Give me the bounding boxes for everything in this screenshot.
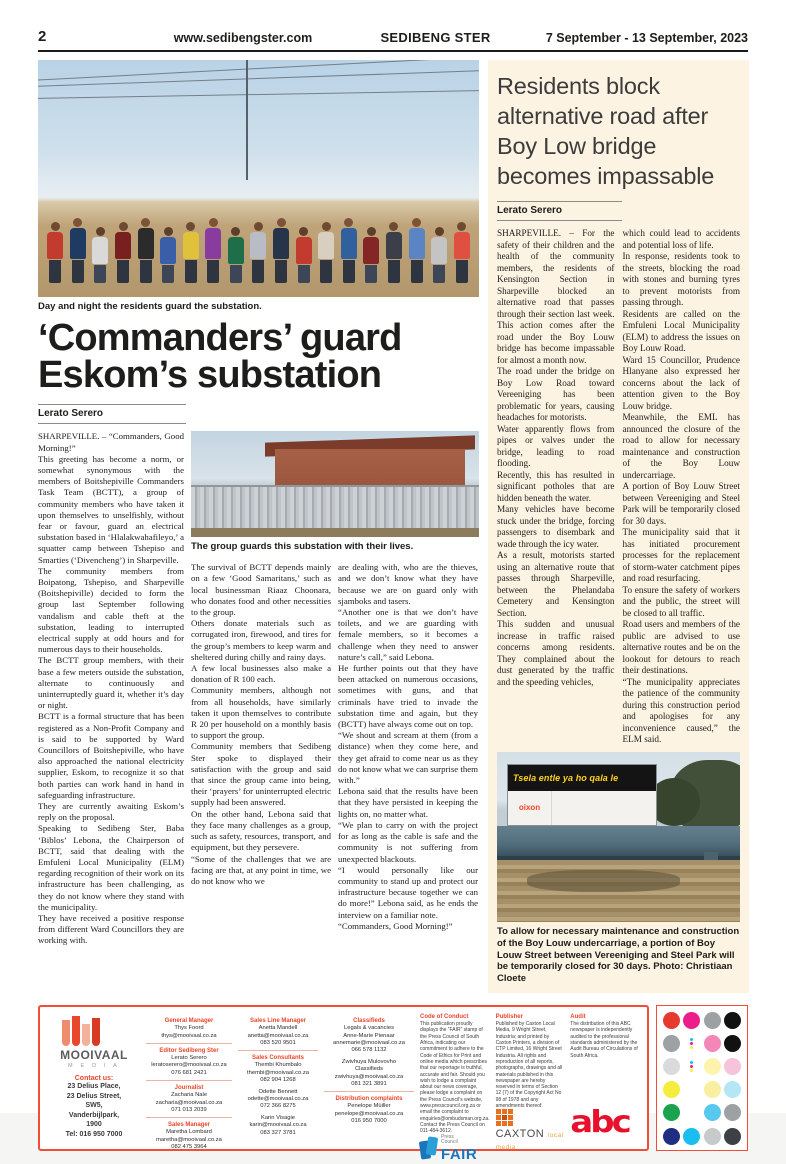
fair-book-icon (420, 1137, 438, 1161)
color-dot-cell (683, 1057, 702, 1077)
paragraph: Others donate materials such as corrugated iron, firewood, and tires for the group’s members to keep warm and sheltered during chilly and rainy days. (191, 618, 331, 662)
footer-line: 076 681 2421 (171, 1069, 207, 1076)
article-column-3 (338, 562, 478, 932)
color-calibration-grid (662, 1010, 742, 1146)
brand-subtitle: M E D I A (67, 1063, 121, 1070)
paragraph: Ward 15 Councillor, Prudence Hlanyane also expressed her concerns about the lack of attention given to the Boy Louw bridge. (622, 354, 740, 411)
color-dot-cell (683, 1033, 702, 1053)
color-dot-cell (703, 1033, 722, 1053)
color-dot-cell (724, 1010, 743, 1030)
footer-line: 083 327 3781 (260, 1129, 296, 1136)
legal-title: Publisher (495, 1014, 523, 1021)
footer-block (146, 1117, 232, 1151)
paragraph: On the other hand, Lebona said that they face many challenges as a group, such as safety, resources, transport, and equipment, but they persevere. (191, 808, 331, 853)
caxton-sub: local media (495, 1132, 564, 1152)
abc-logo: abc (570, 1104, 629, 1141)
color-dot-cell (662, 1057, 681, 1077)
color-dot-cell (703, 1057, 722, 1077)
footer-line: Thembi Khumbalo (254, 1062, 302, 1069)
billboard-logo: oixon (508, 791, 552, 825)
byline: Lerato Serero (38, 404, 186, 424)
legal-text: This publication proudly displays the “FAIR” stamp of the Press Council of South Africa, indicating our commitment to adhere to the Code of Ethics for Print and online media which prescribes that our reportage is truthful, accurate and fair. Should you wish to lodge a complaint about our news coverage, please lodge a complaint on the Press Council’s website, www.presscouncil.org.za or email the complaint to enquiries@ombudsman.org.za. Contact the Press Council on 011-484-3612. (420, 1021, 490, 1135)
person-figure (318, 222, 334, 283)
footer-block (324, 1014, 414, 1088)
caxton-wordmark: CAXTON (495, 1128, 545, 1141)
fair-label: Council (441, 1139, 458, 1146)
footer-line: 066 578 1132 (351, 1047, 387, 1054)
legal-text: The distribution of this ABC newspaper is independently audited to the professional standards administered by the Audit Bureau of Circulations of South Africa. (570, 1021, 638, 1059)
footer-block (146, 1080, 232, 1114)
paragraph: As a result, motorists started using an alternative route that passes through Sharpeville, between the Phelandaba Cemetery and Kensington Section. (497, 550, 615, 618)
footer-staff-column-3 (324, 1014, 414, 1142)
person-figure (138, 218, 154, 283)
water-shadow (527, 870, 680, 892)
paragraph: “Another one is that we don’t have toilets, and we are guarding with female members, so it becomes a challenge when they need to answer nature’s call,” said Lebona. (338, 607, 478, 662)
paragraph: This sudden and unusual increase in traffic raised concerns among residents. They complained about the dust generated by the traffic and the speeding vehicles, (497, 619, 615, 687)
main-headline: ‘Commanders’ guard Eskom’s substation (38, 316, 402, 397)
legal-title: Code of Conduct (420, 1014, 469, 1021)
footer-line: leratoserero@mooivaal.co.za (151, 1062, 227, 1069)
legal-text: Published by Caxton Local Media, 9 Wright Street, Industria; and printed by Caxton Printers, a division of CTP Limited, 16 Wright Street Industria. All rights and reproduction of all reports, photographs, drawings and all materials published in this newspaper are hereby reserved in terms of Section 12 (7) of the Copyright Act No 98 of 1978 and any amendments thereof. (495, 1021, 563, 1110)
brand-name: MOOIVAAL (60, 1048, 128, 1063)
main-article-body (38, 431, 479, 946)
paragraph: SHARPEVILLE. – For the safety of their children and the health of the community members, the residents of Kensington Section in Sharpeville blocked an alternative road that passes through their section last week. This action comes after the road under the Boy Louw bridge has become impassable for almost a month now. (497, 228, 615, 365)
person-figure (296, 227, 312, 283)
paragraph: “We shout and scream at them (from a distance) when they come here, and they get afraid to come near us as they do not know what we can surprise them with.” (338, 730, 478, 786)
color-dot-cell (703, 1080, 722, 1100)
paragraph: The road under the bridge on Boy Low Road toward Vereeniging has been problematic for years, causing headaches for motorists. (497, 366, 615, 423)
masthead (38, 28, 748, 52)
issue-date: 7 September - 13 September, 2023 (545, 31, 748, 45)
footer-line: Zacharia Nale (170, 1092, 208, 1099)
paragraph: BCTT is a formal structure that has been registered as a Non-Profit Company and is said to be supported by Ward Councillors of Boitshepiville, who have also approached the national electricity supplier, Eskom, to recognize it so that both parties can work hand in hand in safeguarding infrastructure. (38, 711, 184, 800)
side-column-1 (497, 228, 615, 746)
color-dot-cell (724, 1057, 743, 1077)
paragraph: Lebona said that the results have been that they have persisted in keeping the lights on, no matter what. (338, 786, 478, 819)
footer-block-title: Journalist (174, 1085, 204, 1092)
paragraph: 23 Delius Street, (66, 1092, 122, 1100)
paragraph: Meanwhile, the EML has announced the closure of the road to allow for necessary maintenance and construction of the Boy Louw undercarriage. (622, 412, 740, 480)
main-article (38, 60, 479, 993)
paragraph: Vanderbijlpark, (68, 1111, 120, 1119)
paragraph: Speaking to Sedibeng Ster, Baba ‘Biblos’ Lebona, the Chairperson of BCTT, said that dealing with the Emfuleni Local Municipality (ELM) regarding recognition of their work on its infrastructure has been challenging, as they do not know where they stand with the municipality. (38, 823, 184, 912)
article-column-2 (191, 562, 331, 932)
person-figure (409, 218, 425, 283)
footer-staff-column-1 (146, 1014, 232, 1151)
paragraph: “Some of the challenges that we are facing are that, at any point in time, we do not know who we (191, 853, 331, 886)
power-line (38, 70, 479, 87)
color-dot-cell (662, 1010, 681, 1030)
footer-line: Odette Bennett (258, 1088, 298, 1095)
fair-wordmark: FAIR (441, 1145, 478, 1163)
paragraph: Recently, this has resulted in significant potholes that are hidden beneath the water. (497, 469, 615, 503)
person-figure (341, 218, 357, 283)
group-photo-people (38, 218, 479, 283)
footer-line: Thys Foord (174, 1025, 204, 1032)
footer-block-title: Distribution complaints (335, 1096, 403, 1103)
footer-block-title: Sales Manager (167, 1122, 211, 1129)
footer-block-title: Sales Line Manager (249, 1018, 307, 1025)
byline: Lerato Serero (497, 201, 622, 221)
color-dot-cell (724, 1080, 743, 1100)
person-figure (228, 227, 244, 283)
paragraph: The municipality said that it has initiated procurement processes for the replacement of storm-water catchment pipes and road resurfacing. (622, 527, 740, 584)
footer-code-of-conduct (420, 1014, 490, 1163)
footer-line: 071 013 2039 (171, 1107, 207, 1114)
person-figure (250, 222, 266, 283)
footer-block (238, 1050, 318, 1137)
paragraph: The community members from Boipatong, Tshepiso, and Sharpeville (Boitshepiville) decided to form the group last September following vandalism and cable theft at the substation, leading to interrupted electrical supply at odd hours and for numerous days to their households. (38, 565, 184, 655)
paragraph: 1900 (86, 1121, 102, 1129)
footer-line: Zwivhuya Mulovovho (341, 1058, 397, 1065)
paragraph: Road users and members of the public are advised to use alternative routes and be on the lookout for detours to reach their destinations. (622, 619, 740, 676)
footer-block-title: Sales Consultants (251, 1055, 304, 1062)
paragraph: They are currently awaiting Eskom’s reply on the proposal. (38, 801, 184, 823)
caxton-logo (496, 1109, 565, 1152)
paragraph: The survival of BCTT depends mainly on a few ‘Good Samaritans,’ such as local businessman Riaaz Choonara, who donates food and other necessities to the group. (191, 562, 331, 618)
paragraph: Residents are called on the Emfuleni Local Municipality (ELM) to address the issues on Boy Louw Road. (622, 308, 740, 354)
footer-publisher (495, 1014, 565, 1152)
footer-box (38, 1005, 649, 1163)
paragraph: They have received a positive response from different Ward Councillors they are working with. (38, 913, 184, 946)
side-headline: Residents block alternative road after Boy Low bridge becomes impassable (497, 73, 715, 190)
person-figure (47, 222, 63, 283)
footer-audit (570, 1014, 639, 1142)
paragraph: 23 Delius Place, (67, 1083, 121, 1091)
paragraph: A portion of Boy Louw Street between Vereeniging and Steel Park will be temporarily closed for 30 days. (622, 481, 740, 526)
photo-caption: Day and night the residents guard the substation. (38, 301, 262, 312)
side-column-2 (623, 228, 741, 746)
footer-staff-column-2 (238, 1014, 318, 1142)
person-figure (454, 222, 470, 283)
paragraph: SW5, (85, 1102, 103, 1110)
footer-block (238, 1014, 318, 1047)
person-figure (160, 227, 176, 283)
paragraph: SHARPEVILLE. – “Commanders, Good Morning!” (38, 431, 184, 453)
article-column-1 (38, 431, 184, 946)
power-pole (246, 60, 248, 180)
color-dot-cell (724, 1033, 743, 1053)
footer-line: Anetta Mandell (258, 1025, 298, 1032)
mooivaal-logo (62, 1016, 140, 1046)
paragraph: Many vehicles have become stuck under the bridge, forcing passengers to disembark and wade through the icy water. (497, 504, 615, 549)
color-dot-cell (683, 1010, 702, 1030)
photo-caption: To allow for necessary maintenance and construction of the Boy Louw undercarriage, a portion of Boy Louw Street between Vereeniging and Steel Park will be temporarily closed for 30 days. Photo: Christiaan Cloete (497, 925, 740, 985)
person-figure (273, 218, 289, 283)
page-number: 2 (38, 28, 47, 45)
paragraph: “Commanders, Good Morning!” (338, 920, 453, 931)
website-url: www.sedibengster.com (173, 31, 313, 45)
footer-block-title: General Manager (164, 1018, 214, 1025)
corrugated-fence (191, 485, 479, 529)
person-figure (70, 218, 86, 283)
footer-line: Legals & vacancies (344, 1025, 394, 1032)
color-dot-cell (724, 1126, 743, 1146)
paragraph: In response, residents took to the streets, blocking the road with stones and burning tyres to prevent motorists from passing through. (622, 251, 740, 308)
footer-line: Lerato Serero (171, 1055, 207, 1061)
color-dot-cell (703, 1126, 722, 1146)
paragraph: Community members, although not from all households, have similarly taken it upon themselves to contribute R 20 per household on a monthly basis to support the group. (191, 685, 331, 741)
paragraph: Water apparently flows from pipes or valves under the bridge, leading to road flooding. (497, 423, 615, 469)
paragraph: “The municipality appreciates the patience of the community during this construction period and apologises for any inconvenience caused,” the ELM said. (622, 676, 740, 745)
footer-line: Anne-Marie Pienaar (343, 1032, 395, 1039)
footer-block (146, 1043, 232, 1077)
ground (191, 528, 479, 537)
paragraph: “We plan to carry on with the project for as long as the cable is safe and the community is not suffering from unexpected blackouts. (338, 819, 478, 864)
publisher-footer (38, 1005, 748, 1163)
color-dot-cell (662, 1033, 681, 1053)
footer-line: Maretha Lombard (166, 1129, 212, 1136)
side-article (488, 60, 749, 993)
color-dot-cell (683, 1126, 702, 1146)
person-figure (363, 227, 379, 283)
footer-line: 072 366 8275 (260, 1103, 296, 1110)
footer-block (146, 1014, 232, 1040)
color-dot-cell (662, 1126, 681, 1146)
footer-line: maretha@mooivaal.co.za (156, 1136, 222, 1143)
footer-line: 082 904 1268 (260, 1077, 296, 1084)
footer-brand-column (48, 1014, 140, 1142)
paragraph: The BCTT group members, with their base a few meters outside the substation, alternate to continuously and uninterruptedly guard it, whether it’s day or night. (38, 655, 184, 711)
bridge-photo (497, 752, 740, 922)
side-article-body (497, 228, 740, 746)
photo-caption: The group guards this substation with their lives. (191, 541, 414, 553)
billboard (507, 764, 657, 826)
group-photo (38, 60, 479, 297)
footer-line: 081 321 3891 (351, 1081, 387, 1088)
press-council-fair-logo (420, 1135, 477, 1164)
person-figure (115, 222, 131, 283)
footer-line: thembi@mooivaal.co.za (247, 1069, 309, 1076)
fair-label: Press (441, 1133, 454, 1140)
footer-line: Classifieds (354, 1066, 384, 1073)
substation-photo (191, 431, 479, 537)
footer-block-title: Editor Sedibeng Ster (159, 1048, 219, 1054)
footer-line: annemarie@mooivaal.co.za (333, 1040, 405, 1046)
contact-header: Contact us: (74, 1075, 114, 1083)
paragraph: “I would personally like our community to stand up and protect our infrastructure because together we can do more!” Lebona said, as he ends the interview on a familiar note. (338, 864, 478, 920)
page-content (38, 60, 748, 993)
paper-title: SEDIBENG STER (380, 30, 491, 45)
footer-block (324, 1091, 414, 1125)
caxton-pixel-icon (496, 1109, 565, 1126)
paragraph: are dealing with, who are the thieves, and we don’t know what they have because we are on guard only with sjamboks and tasers. (338, 562, 478, 606)
footer-line: Penelope Müiller (347, 1103, 391, 1110)
legal-title: Audit (570, 1014, 586, 1021)
paragraph: A few local businesses also make a donation of R 100 each. (191, 663, 331, 685)
footer-line: 016 950 7000 (351, 1118, 387, 1125)
contact-address (48, 1082, 140, 1139)
footer-block-title: Classifieds (353, 1018, 385, 1025)
person-figure (205, 218, 221, 283)
color-dot-cell (683, 1080, 702, 1100)
person-figure (431, 227, 447, 283)
power-line (38, 90, 479, 99)
paragraph: Community members that Sedibeng Ster spoke to displayed their satisfaction with the group and said that since the group came into being, their ‘prayers’ for uninterrupted electric supply had been answered. (191, 741, 331, 808)
color-dot-cell (703, 1010, 722, 1030)
color-calibration-panel (656, 1005, 748, 1151)
person-figure (183, 222, 199, 283)
footer-line: karin@mooivaal.co.za (249, 1122, 307, 1129)
footer-line: 083 520 9501 (260, 1040, 296, 1046)
footer-line: zacharia@mooivaal.co.za (155, 1099, 223, 1106)
billboard-slogan: Tsela entle ya ho qala le (508, 765, 656, 791)
person-figure (386, 222, 402, 283)
footer-line: Karin Visagie (260, 1114, 296, 1121)
paragraph: which could lead to accidents and potential loss of life. (622, 228, 740, 250)
color-dot-cell (662, 1080, 681, 1100)
footer-line: zwivhuya@mooivaal.co.za (334, 1073, 404, 1080)
footer-line: thys@mooivaal.co.za (161, 1032, 217, 1039)
paragraph: To ensure the safety of workers and the public, the street will be closed to all traffic. (622, 584, 740, 618)
footer-line: 082 475 3964 (171, 1144, 207, 1151)
paragraph: He further points out that they have been attacked on numerous occasions, sometimes with guns, and that criminals have tried to invade the substation time and again, but they (BCTT) have always come out on top. (338, 663, 478, 730)
paragraph: Tel: 016 950 7000 (65, 1130, 123, 1138)
footer-line: anetta@mooivaal.co.za (247, 1032, 309, 1039)
article-columns-right (191, 431, 479, 946)
person-figure (92, 227, 108, 283)
paragraph: This greeting has become a norm, or somewhat synonymous with the members of Boitshepiville Commanders Task Team (BCTT), a group of community members who have taken it upon themselves to unselfishly, without fear or favour, guard an electrical substation based in ‘Hlalakwahafileyo,’ a squatter camp between Tshepiso and Smarties (‘Divencheng’) in Sharpeville. (38, 453, 184, 565)
footer-line: odette@mooivaal.co.za (247, 1096, 309, 1103)
footer-line: penelope@mooivaal.co.za (334, 1110, 404, 1117)
